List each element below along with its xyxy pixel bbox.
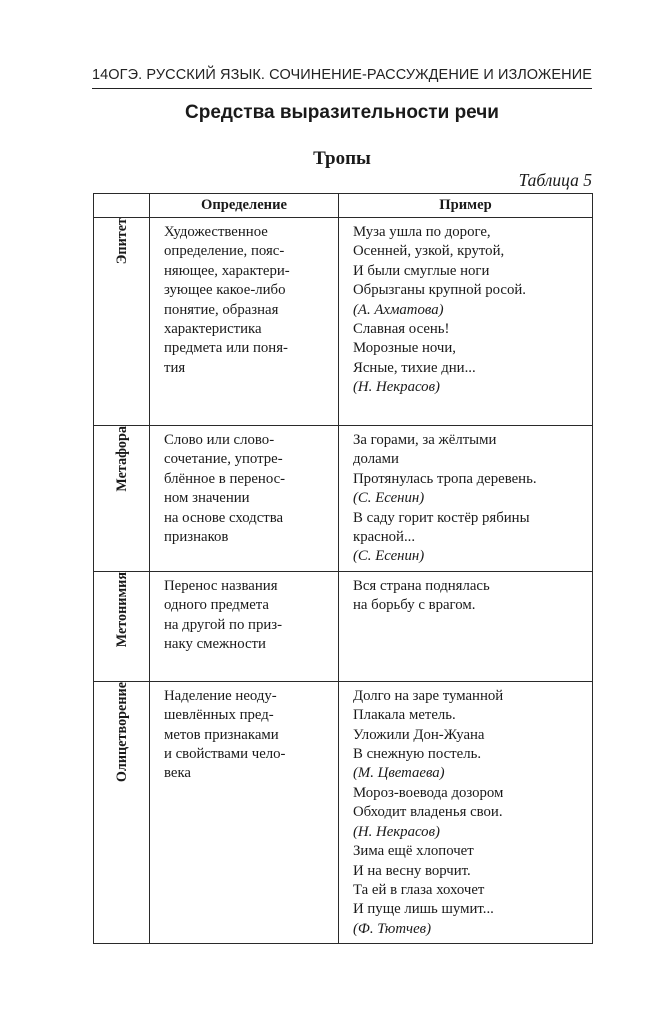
table-row — [94, 571, 593, 681]
running-head — [92, 64, 592, 86]
definition-line: шевлённых пред- — [164, 707, 274, 724]
definition-line: зующее какое-либо — [164, 282, 286, 299]
example-line: И на весну ворчит. — [353, 862, 471, 879]
example-line: И были смуглые ноги — [353, 262, 490, 279]
definition-line: няющее, характери- — [164, 262, 290, 279]
table-header-row — [94, 194, 593, 218]
table-row — [94, 426, 593, 572]
example-source: (Ф. Тютчев) — [353, 920, 432, 937]
definition-line: определение, пояс- — [164, 243, 285, 260]
term-label: Метафора — [113, 426, 130, 492]
example-line: Обходит владенья свои. — [353, 804, 503, 821]
example-line: Уложили Дон-Жуана — [353, 726, 485, 743]
running-title: ОГЭ. РУССКИЙ ЯЗЫК. СОЧИНЕНИЕ-РАССУЖДЕНИЕ И ИЗЛОЖЕНИЕ — [108, 67, 592, 83]
example-line: Долго на заре туманной — [353, 687, 504, 704]
example-line: красной... — [353, 529, 416, 546]
page-number: 14 — [92, 67, 109, 83]
example-cell — [339, 426, 593, 572]
header-corner-cell — [94, 194, 150, 218]
example-line: Обрызганы крупной росой. — [353, 282, 526, 299]
example-line: Та ей в глаза хохочет — [353, 881, 485, 898]
definition-cell — [150, 681, 339, 943]
example-line: Мороз-воевода дозором — [353, 784, 504, 801]
example-line: Ясные, тихие дни... — [353, 359, 476, 376]
header-rule — [92, 88, 592, 89]
definition-line: Наделение неоду- — [164, 687, 277, 704]
example-line: В снежную постель. — [353, 746, 482, 763]
table-label: Таблица 5 — [518, 170, 592, 190]
definition-line: признаков — [164, 529, 229, 546]
definition-line: блённое в перенос- — [164, 470, 286, 487]
definition-line: на другой по приз- — [164, 616, 283, 633]
definition-line: и свойствами чело- — [164, 746, 286, 763]
term-cell — [94, 681, 150, 943]
example-source: (Н. Некрасов) — [353, 379, 440, 396]
term-cell — [94, 218, 150, 426]
definition-cell — [150, 218, 339, 426]
tropes-table — [93, 193, 593, 944]
definition-line: Перенос названия — [164, 577, 278, 594]
definition-line: метов признаками — [164, 726, 279, 743]
term-label: Метонимия — [113, 571, 130, 648]
example-source: (Н. Некрасов) — [353, 823, 440, 840]
example-line: За горами, за жёлтыми — [353, 432, 497, 448]
example-cell — [339, 681, 593, 943]
definition-cell — [150, 571, 339, 681]
example-line: И пуще лишь шумит... — [353, 901, 494, 918]
example-source: (С. Есенин) — [353, 548, 425, 565]
term-label: Эпитет — [113, 218, 130, 265]
definition-line: предмета или поня- — [164, 340, 288, 357]
example-line: Плакала метель. — [353, 707, 456, 724]
column-header-example: Пример — [339, 194, 593, 218]
example-cell — [339, 571, 593, 681]
example-source: (М. Цветаева) — [353, 765, 445, 782]
term-cell — [94, 571, 150, 681]
definition-line: одного предмета — [164, 597, 269, 614]
section-title: Средства выразительности речи — [185, 102, 499, 123]
example-line: Муза ушла по дороге, — [353, 224, 491, 240]
example-line: В саду горит костёр рябины — [353, 509, 530, 526]
term-cell — [94, 426, 150, 572]
table-row — [94, 681, 593, 943]
definition-line: на основе сходства — [164, 509, 284, 526]
column-header-definition: Определение — [150, 194, 339, 218]
example-line: Славная осень! — [353, 321, 450, 338]
definition-cell — [150, 426, 339, 572]
subsection-title: Тропы — [313, 148, 371, 169]
definition-line: Слово или слово- — [164, 432, 275, 448]
example-line: Протянулась тропа деревень. — [353, 470, 537, 487]
table-row — [94, 218, 593, 426]
example-line: Морозные ночи, — [353, 340, 456, 357]
definition-line: характеристика — [164, 321, 262, 338]
example-line: долами — [353, 451, 399, 468]
example-line: Зима ещё хлопочет — [353, 843, 474, 860]
definition-line: сочетание, употре- — [164, 451, 283, 468]
definition-line: понятие, образная — [164, 301, 279, 318]
definition-line: Художественное — [164, 224, 268, 240]
example-cell — [339, 218, 593, 426]
term-label: Олицетворение — [113, 681, 130, 782]
definition-line: ном значении — [164, 490, 250, 507]
definition-line: тия — [164, 359, 186, 376]
example-line: Вся страна поднялась — [353, 577, 490, 594]
example-line: на борьбу с врагом. — [353, 597, 476, 614]
example-line: Осенней, узкой, крутой, — [353, 243, 505, 260]
definition-line: века — [164, 765, 191, 782]
example-source: (С. Есенин) — [353, 490, 425, 507]
example-source: (А. Ахматова) — [353, 301, 444, 318]
definition-line: наку смежности — [164, 636, 266, 653]
